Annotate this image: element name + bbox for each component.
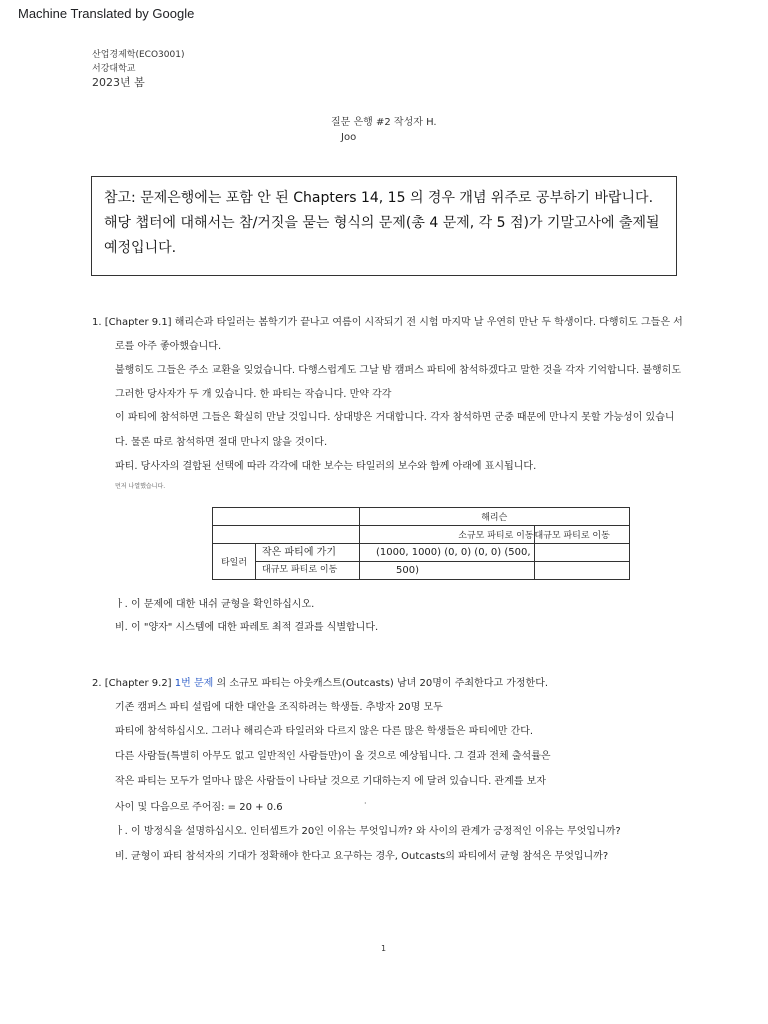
study-note-box xyxy=(91,176,677,276)
payoff-cell-large-small: 500) xyxy=(360,562,535,580)
harrison-header: 해리슨 xyxy=(360,508,630,526)
q2-rest: 의 소규모 파티는 아웃캐스트(Outcasts) 남녀 20명이 주최한다고 가정한다. xyxy=(213,678,549,689)
q1-tiny-note: 먼저 나열했습니다. xyxy=(115,483,166,490)
row-large-party: 대규모 파티로 이동 xyxy=(262,565,338,575)
payoff-cell-small-large xyxy=(534,544,629,562)
term: 2023년 봄 xyxy=(92,76,145,89)
machine-translation-banner: Machine Translated by Google xyxy=(18,6,195,21)
stray-dot: · xyxy=(364,799,367,808)
q2-sub-b: 비. 균형이 파티 참석자의 기대가 정확해야 한다고 요구하는 경우, Outcasts의 파티에서 균형 참석은 무엇입니까? xyxy=(115,851,609,862)
q2-line-3: 파티에 참석하십시오. 그러나 해리슨과 타일러와 다르지 않은 다른 많은 학생들은 파티에만 간다. xyxy=(115,726,534,737)
col-small-party: 소규모 파티로 이동 xyxy=(360,526,535,544)
q2-line-1 xyxy=(92,674,548,689)
page-number: 1 xyxy=(381,944,387,953)
payoff-cell-large-large xyxy=(534,562,629,580)
q2-line-6: 사이 및 다음으로 주어짐: = 20 + 0.6 xyxy=(115,802,283,813)
q1-line-7: 파티. 당사자의 결합된 선택에 따라 각각에 대한 보수는 타일러의 보수와 함께 아래에 표시됩니다. xyxy=(115,461,537,472)
q2-sub-a: ㅏ. 이 방정식을 설명하십시오. 인터셉트가 20인 이유는 무엇입니까? 와 사이의 관계가 긍정적인 이유는 무엇입니까? xyxy=(115,826,621,837)
q1-line-6: 다. 물론 따로 참석하면 절대 만나지 않을 것이다. xyxy=(115,437,328,448)
q1-sub-a: ㅏ. 이 문제에 대한 내쉬 균형을 확인하십시오. xyxy=(115,599,315,610)
document-author: Joo xyxy=(341,132,357,143)
q2-line-2: 기존 캠퍼스 파티 설립에 대한 대안을 조직하려는 학생들. 추방자 20명 모두 xyxy=(115,702,443,713)
col-large-party: 대규모 파티로 이동 xyxy=(534,526,629,544)
q1-line-2: 로를 아주 좋아했습니다. xyxy=(115,341,222,352)
payoff-cell-small-small: (1000, 1000) (0, 0) (0, 0) (500, xyxy=(360,544,535,562)
payoff-table xyxy=(212,507,630,580)
q1-line-5: 이 파티에 참석하면 그들은 확실히 만날 것입니다. 상대방은 거대합니다. 각자 참석하면 군중 때문에 만나지 못할 가능성이 있습니 xyxy=(115,412,675,423)
q2-line-4: 다른 사람들(특별히 아무도 없고 일반적인 사람들만)이 올 것으로 예상됩니다. 그 결과 전체 출석률은 xyxy=(115,751,551,762)
q1-line-3: 불행히도 그들은 주소 교환을 잊었습니다. 다행스럽게도 그날 밤 캠퍼스 파티에 참석하겠다고 말한 것을 각자 기억합니다. 불행히도 xyxy=(115,365,682,376)
tyler-header: 타일러 xyxy=(213,544,256,579)
table-blank xyxy=(213,526,360,544)
q1-line-4: 그러한 당사자가 두 개 있습니다. 한 파티는 작습니다. 만약 각각 xyxy=(115,389,392,400)
q1-line-1: 1. [Chapter 9.1] 해리슨과 타일러는 봄학기가 끝나고 여름이 시작되기 전 시험 마지막 날 우연히 만난 두 학생이다. 다행히도 그들은 서 xyxy=(92,317,683,328)
table-corner xyxy=(213,508,360,526)
document-title: 질문 은행 #2 작성자 H. xyxy=(331,117,437,128)
row-small-party: 작은 파티에 가기 xyxy=(256,544,359,562)
q2-line-5: 작은 파티는 모두가 얼마나 많은 사람들이 나타날 것으로 기대하는지 에 달려 있습니다. 관계를 보자 xyxy=(115,776,546,787)
university-name: 서강대학교 xyxy=(92,64,136,74)
tyler-row-group xyxy=(213,544,360,580)
study-note-text: 참고: 문제은행에는 포함 안 된 Chapters 14, 15 의 경우 개념 위주로 공부하기 바랍니다. 해당 챕터에 대해서는 참/거짓을 묻는 형식의 문제(총 4 문제, 각 5 점)가 기말고사에 출제될 예정입니다. xyxy=(104,190,660,256)
q1-reference-link[interactable]: 1번 문제 xyxy=(174,678,214,689)
q2-prefix: 2. [Chapter 9.2] xyxy=(92,678,175,689)
course-code: 산업경제학(ECO3001) xyxy=(92,50,185,60)
q1-sub-b: 비. 이 "양자" 시스템에 대한 파레토 최적 결과를 식별합니다. xyxy=(115,622,379,633)
